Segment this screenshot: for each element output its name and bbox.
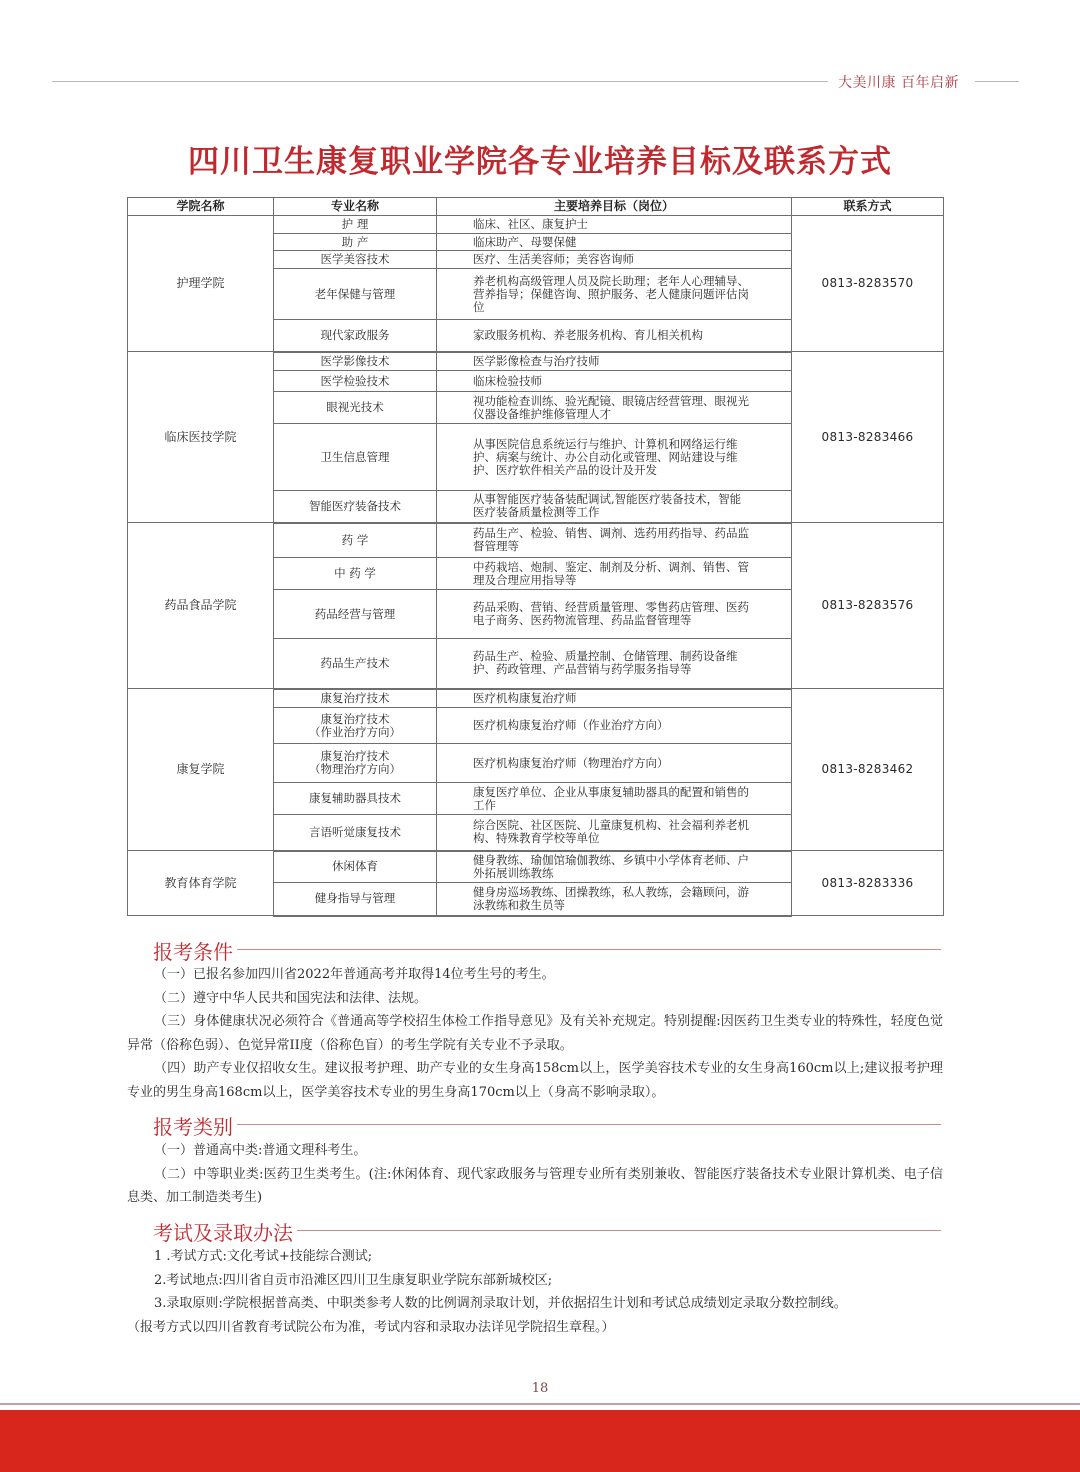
section-rule <box>153 1124 941 1125</box>
footer-bar <box>0 1410 1080 1472</box>
major-name: 休闲体育 <box>274 851 437 883</box>
contact-phone: 0813-8283336 <box>792 851 944 916</box>
section-heading-conditions <box>153 936 941 962</box>
training-goal: 医学影像检查与治疗技师 <box>437 352 792 371</box>
major-name: 智能医疗装备技术 <box>274 491 437 523</box>
table-row <box>128 523 944 558</box>
exam-note: （报考方式以四川省教育考试院公布为准，考试内容和录取办法详见学院招生章程。） <box>127 1319 615 1335</box>
condition-item: （四）助产专业仅招收女生。建议报考护理、助产专业的女生身高158cm以上，医学美容技术专业的女生身高160cm以上;建议报考护理专业的男生身高168cm以上，医学美容技术专业的男生身高170cm以上（身高不影响录取）。 <box>127 1061 943 1100</box>
training-goal: 药品生产、检验、销售、调剂、选药用药指导、药品监督管理等 <box>437 523 792 558</box>
section-rule <box>153 949 941 950</box>
exam-list <box>127 1245 943 1339</box>
major-name: 康复治疗技术 （作业治疗方向） <box>274 708 437 744</box>
training-goal: 健身教练、瑜伽馆瑜伽教练、乡镇中小学体育老师、户外拓展训练教练 <box>437 851 792 883</box>
training-goal: 医疗、生活美容师；美容咨询师 <box>437 251 792 269</box>
major-name: 康复辅助器具技术 <box>274 783 437 815</box>
college-name: 药品食品学院 <box>128 523 274 689</box>
major-name: 药 学 <box>274 523 437 558</box>
major-name: 助 产 <box>274 234 437 251</box>
major-name: 现代家政服务 <box>274 320 437 352</box>
table-header-row <box>128 198 944 216</box>
categories-list <box>127 1139 943 1210</box>
training-goal: 养老机构高级管理人员及院长助理；老年人心理辅导、营养指导；保健咨询、照护服务、老人健康问题评估岗位 <box>437 269 792 320</box>
college-name: 临床医技学院 <box>128 352 274 523</box>
training-goal: 综合医院、社区医院、儿童康复机构、社会福利养老机构、特殊教育学校等单位 <box>437 815 792 851</box>
major-name: 医学影像技术 <box>274 352 437 371</box>
major-name: 药品经营与管理 <box>274 590 437 639</box>
major-name: 医学美容技术 <box>274 251 437 269</box>
contact-phone: 0813-8283466 <box>792 352 944 523</box>
major-name: 康复治疗技术 （物理治疗方向） <box>274 744 437 783</box>
column-header-contact: 联系方式 <box>792 198 944 216</box>
training-goal: 从事智能医疗装备装配调试,智能医疗装备技术，智能医疗装备质量检测等工作 <box>437 491 792 523</box>
conditions-list <box>127 963 943 1104</box>
column-header-major: 专业名称 <box>274 198 437 216</box>
section-heading-categories <box>153 1111 941 1137</box>
contact-phone: 0813-8283570 <box>792 216 944 352</box>
category-item: （二）中等职业类:医药卫生类考生。(注:休闲体育、现代家政服务与管理专业所有类别兼收、智能医疗装备技术专业限计算机类、电子信息类、加工制造类考生) <box>127 1166 943 1205</box>
exam-item: 2.考试地点:四川省自贡市沿滩区四川卫生康复职业学院东部新城校区; <box>154 1272 553 1288</box>
section-title: 报考条件 <box>153 936 237 965</box>
column-header-goal: 主要培养目标（岗位） <box>437 198 792 216</box>
header-rule-right <box>975 81 1019 82</box>
training-goal: 家政服务机构、养老服务机构、育儿相关机构 <box>437 320 792 352</box>
major-name: 康复治疗技术 <box>274 689 437 708</box>
training-goal: 临床助产、母婴保健 <box>437 234 792 251</box>
section-title: 报考类别 <box>153 1111 237 1140</box>
major-name: 医学检验技术 <box>274 371 437 392</box>
major-name: 药品生产技术 <box>274 639 437 689</box>
header-slogan: 大美川康 百年启新 <box>838 75 959 91</box>
training-goal: 医疗机构康复治疗师 <box>437 689 792 708</box>
exam-item: 3.录取原则:学院根据普高类、中职类参考人数的比例调剂录取计划，并依据招生计划和考试总成绩划定录取分数控制线。 <box>154 1296 847 1311</box>
table-row <box>128 851 944 883</box>
exam-item: 1 .考试方式:文化考试+技能综合测试; <box>154 1249 373 1264</box>
training-goal: 中药栽培、炮制、鉴定、制剂及分析、调剂、销售、管理及合理应用指导等 <box>437 558 792 590</box>
majors-table <box>127 197 944 917</box>
training-goal: 健身房巡场教练、团操教练，私人教练，会籍顾问，游泳教练和救生员等 <box>437 883 792 916</box>
college-name: 护理学院 <box>128 216 274 352</box>
major-name: 健身指导与管理 <box>274 883 437 916</box>
section-title: 考试及录取办法 <box>153 1217 297 1246</box>
major-name: 老年保健与管理 <box>274 269 437 320</box>
table-row <box>128 689 944 708</box>
training-goal: 临床检验技师 <box>437 371 792 392</box>
major-name: 眼视光技术 <box>274 392 437 424</box>
training-goal: 药品生产、检验、质量控制、仓储管理、制药设备维护、药政管理、产品营销与药学服务指导等 <box>437 639 792 689</box>
contact-phone: 0813-8283462 <box>792 689 944 851</box>
training-goal: 从事医院信息系统运行与维护、计算机和网络运行维护、病案与统计、办公自动化或管理、网站建设与维护、医疗软件相关产品的设计及开发 <box>437 424 792 491</box>
training-goal: 医疗机构康复治疗师（物理治疗方向） <box>437 744 792 783</box>
table-row <box>128 352 944 371</box>
condition-item: （二）遵守中华人民共和国宪法和法律、法规。 <box>154 990 428 1006</box>
condition-item: （三）身体健康状况必须符合《普通高等学校招生体检工作指导意见》及有关补充规定。特别提醒:因医药卫生类专业的特殊性，轻度色觉异常（俗称色弱）、色觉异常II度（俗称色盲）的考生学院有关专业不予录取。 <box>127 1014 943 1053</box>
section-heading-exam <box>153 1217 941 1243</box>
college-name: 康复学院 <box>128 689 274 851</box>
page-number: 18 <box>531 1381 549 1396</box>
category-item: （一）普通高中类:普通文理科考生。 <box>154 1143 367 1158</box>
training-goal: 药品采购、营销、经营质量管理、零售药店管理、医药电子商务、医药物流管理、药品监督管理等 <box>437 590 792 639</box>
college-name: 教育体育学院 <box>128 851 274 916</box>
training-goal: 康复医疗单位、企业从事康复辅助器具的配置和销售的工作 <box>437 783 792 815</box>
condition-item: （一）已报名参加四川省2022年普通高考并取得14位考生号的考生。 <box>154 967 555 982</box>
training-goal: 医疗机构康复治疗师（作业治疗方向） <box>437 708 792 744</box>
training-goal: 临床、社区、康复护士 <box>437 216 792 234</box>
major-name: 中 药 学 <box>274 558 437 590</box>
contact-phone: 0813-8283576 <box>792 523 944 689</box>
column-header-college: 学院名称 <box>128 198 274 216</box>
table-row <box>128 216 944 234</box>
major-name: 言语听觉康复技术 <box>274 815 437 851</box>
page-title: 四川卫生康复职业学院各专业培养目标及联系方式 <box>188 144 892 180</box>
major-name: 卫生信息管理 <box>274 424 437 491</box>
footer-rule <box>0 1403 1080 1405</box>
training-goal: 视功能检查训练、验光配镜、眼镜店经营管理、眼视光仪器设备维护维修管理人才 <box>437 392 792 424</box>
major-name: 护 理 <box>274 216 437 234</box>
header-rule <box>52 81 828 82</box>
